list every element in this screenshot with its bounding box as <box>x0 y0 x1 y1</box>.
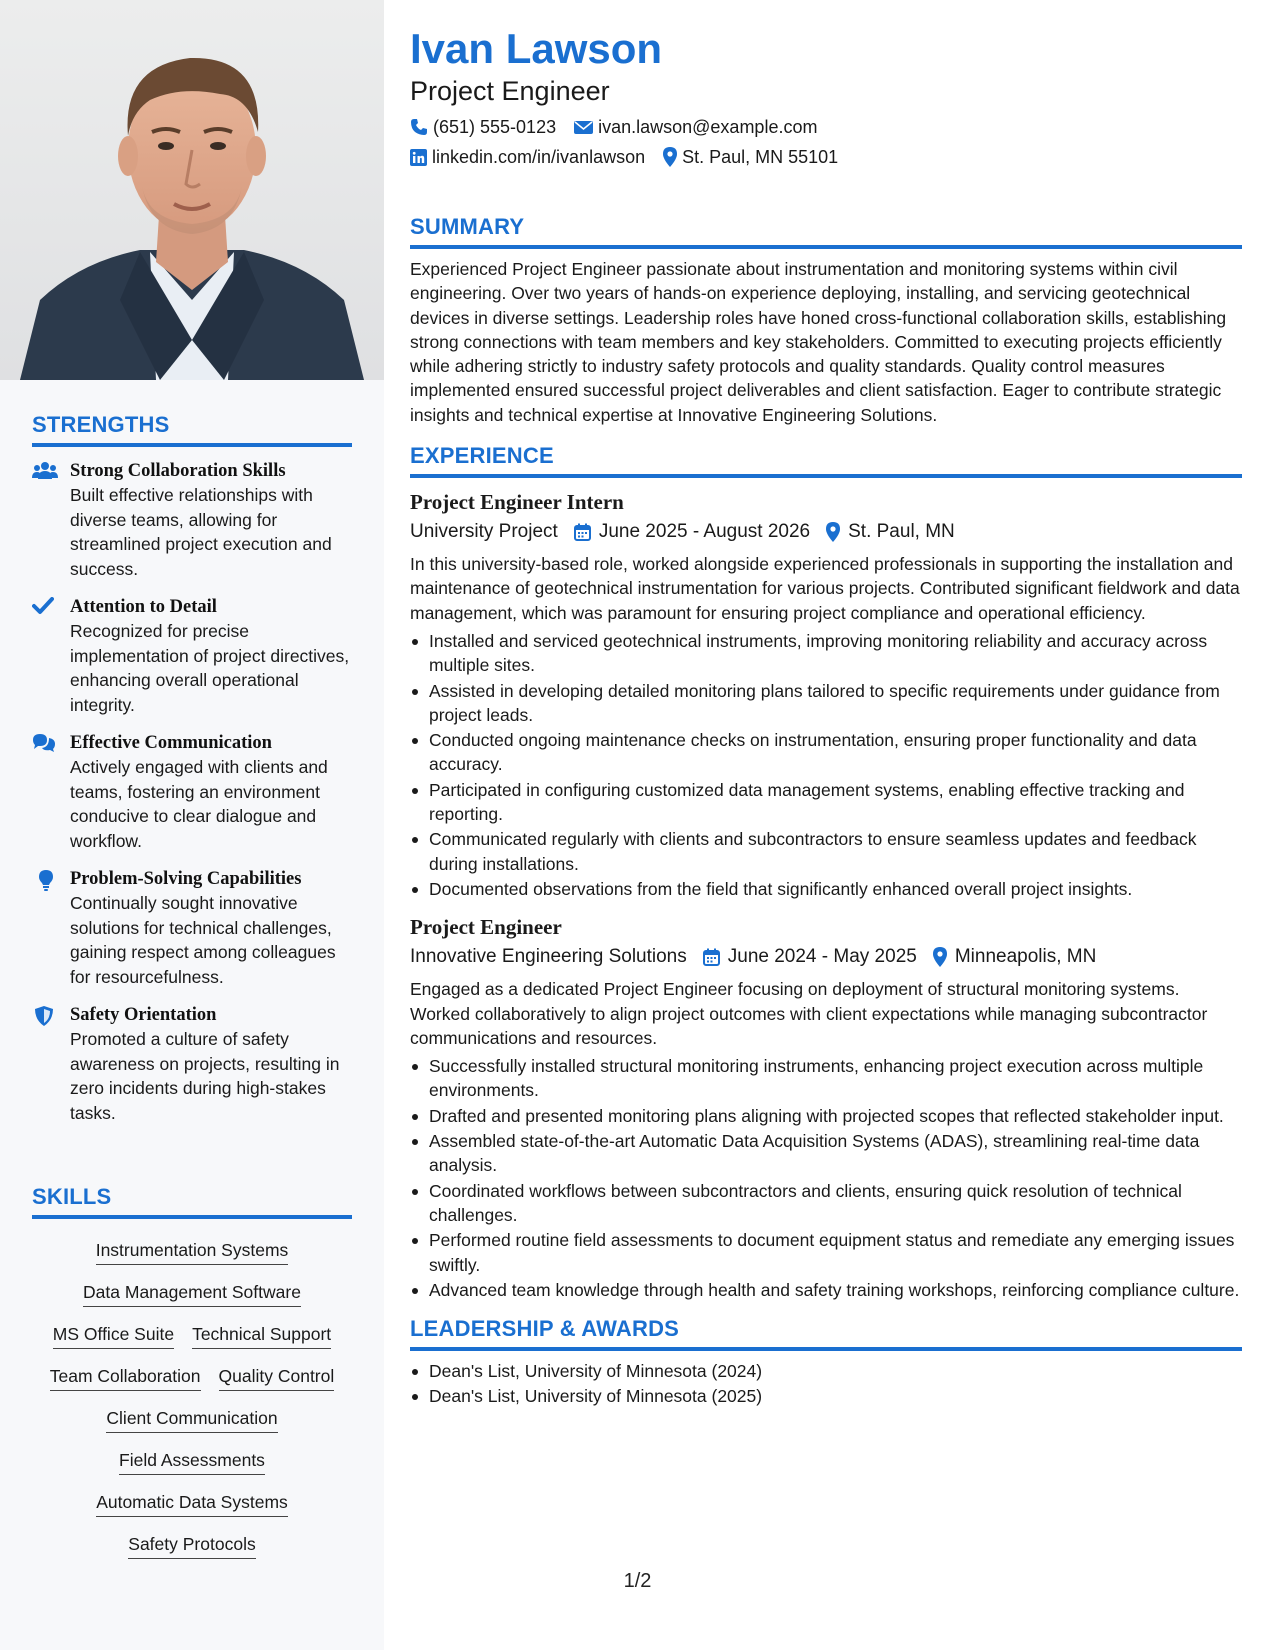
phone-text: (651) 555-0123 <box>433 117 557 137</box>
location-text: St. Paul, MN 55101 <box>682 147 839 167</box>
linkedin-text: linkedin.com/in/ivanlawson <box>432 147 646 167</box>
main-content <box>410 0 1242 1410</box>
job-entry <box>410 488 1242 901</box>
list-item: Successfully installed structural monitoring instruments, enhancing project execution across multiple environments. <box>410 1054 1242 1103</box>
linkedin-icon <box>410 149 427 166</box>
awards-divider <box>410 1347 1242 1351</box>
skill-tag: Client Communication <box>106 1406 277 1433</box>
calendar-icon <box>703 948 720 966</box>
job-meta <box>410 518 1242 546</box>
candidate-name: Ivan Lawson <box>410 25 663 72</box>
envelope-icon <box>574 120 593 135</box>
skill-list <box>32 1231 352 1567</box>
location-contact <box>663 144 838 170</box>
experience-divider <box>410 474 1242 478</box>
job-meta <box>410 943 1242 971</box>
strength-description: Built effective relationships with diverse teams, allowing for streamlined project execution and success. <box>70 485 332 579</box>
strength-title: Safety Orientation <box>70 1005 217 1025</box>
portrait-illustration <box>0 0 384 380</box>
experience-title: EXPERIENCE <box>410 443 554 469</box>
list-item: Advanced team knowledge through health and safety training workshops, reinforcing compliance culture. <box>410 1278 1242 1302</box>
profile-photo <box>0 0 384 380</box>
skill-tag: MS Office Suite <box>53 1322 174 1349</box>
strengths-title: STRENGTHS <box>32 412 170 437</box>
strength-title: Strong Collaboration Skills <box>70 461 286 481</box>
sidebar <box>0 0 384 1650</box>
summary-divider <box>410 245 1242 249</box>
candidate-role: Project Engineer <box>410 76 610 106</box>
skills-divider <box>32 1215 352 1219</box>
skill-tag: Instrumentation Systems <box>96 1238 289 1265</box>
list-item: Documented observations from the field that significantly enhanced overall project insights. <box>410 877 1242 901</box>
list-item: Participated in configuring customized data management systems, enabling effective tracking and reporting. <box>410 778 1242 827</box>
job-dates: June 2024 - May 2025 <box>727 946 917 968</box>
skill-tag: Quality Control <box>219 1364 335 1391</box>
list-item: Dean's List, University of Minnesota (2024) <box>410 1359 1242 1383</box>
job-bullets <box>410 1054 1242 1302</box>
skill-tag: Data Management Software <box>83 1280 301 1307</box>
linkedin-contact[interactable] <box>410 144 645 170</box>
strength-item <box>32 459 352 581</box>
strength-description: Recognized for precise implementation of project directives, enhancing overall operational integrity. <box>70 621 350 715</box>
job-dates: June 2025 - August 2026 <box>598 521 811 543</box>
skill-tag: Field Assessments <box>119 1448 265 1475</box>
strength-description: Continually sought innovative solutions for technical challenges, gaining respect among colleagues for resourcefulness. <box>70 893 336 987</box>
calendar-icon <box>574 523 591 541</box>
contact-row <box>410 114 1242 140</box>
summary-title: SUMMARY <box>410 214 525 239</box>
strength-title: Problem-Solving Capabilities <box>70 869 302 889</box>
strength-description: Actively engaged with clients and teams, fostering an environment conducive to clear dialogue and workflow. <box>70 757 328 851</box>
job-location: Minneapolis, MN <box>954 946 1097 968</box>
map-pin-icon <box>826 522 840 542</box>
awards-section <box>410 1316 1242 1409</box>
job-location: St. Paul, MN <box>848 521 955 543</box>
job-description: Engaged as a dedicated Project Engineer focusing on deployment of structural monitoring systems. Worked collaboratively to align project outcomes with client expectations while managing subcontractor communications and resources. <box>410 979 1208 1048</box>
job-company: University Project <box>410 521 558 543</box>
list-item: Coordinated workflows between subcontractors and clients, ensuring quick resolution of technical challenges. <box>410 1179 1242 1228</box>
strength-title: Effective Communication <box>70 733 272 753</box>
users-icon <box>32 459 70 581</box>
strengths-divider <box>32 443 352 447</box>
phone-contact[interactable] <box>410 114 556 140</box>
strengths-section <box>32 412 352 1125</box>
job-bullets <box>410 629 1242 901</box>
email-contact[interactable] <box>574 114 817 140</box>
skill-tag: Safety Protocols <box>128 1532 255 1559</box>
comments-icon <box>32 731 70 853</box>
list-item: Assisted in developing detailed monitoring plans tailored to specific requirements under guidance from project leads. <box>410 679 1242 728</box>
page-number: 1/2 <box>623 1570 652 1592</box>
contact-row <box>410 144 1242 170</box>
phone-icon <box>410 118 428 136</box>
strength-title: Attention to Detail <box>70 597 217 617</box>
email-text: ivan.lawson@example.com <box>598 117 818 137</box>
job-title: Project Engineer Intern <box>410 490 624 515</box>
skills-section <box>32 1184 352 1567</box>
strength-item <box>32 731 352 853</box>
awards-list <box>410 1359 1242 1409</box>
list-item: Drafted and presented monitoring plans aligning with projected scopes that reflected stakeholder input. <box>410 1104 1242 1128</box>
experience-section <box>410 443 1242 1302</box>
job-title: Project Engineer <box>410 915 562 940</box>
job-entry <box>410 913 1242 1302</box>
job-description: In this university-based role, worked alongside experienced professionals in supporting the installation and maintenance of geotechnical instrumentation for various projects. Contributed significant fieldwork and data management, which was paramount for ensuring project compliance and operational efficiency. <box>410 554 1240 623</box>
shield-icon <box>32 1003 70 1125</box>
list-item: Performed routine field assessments to document equipment status and remediate any emerging issues swiftly. <box>410 1228 1242 1277</box>
list-item: Communicated regularly with clients and subcontractors to ensure seamless updates and feedback during installations. <box>410 827 1242 876</box>
check-icon <box>32 595 70 717</box>
skills-title: SKILLS <box>32 1184 112 1209</box>
list-item: Installed and serviced geotechnical instruments, improving monitoring reliability and accuracy across multiple sites. <box>410 629 1242 678</box>
strength-description: Promoted a culture of safety awareness on projects, resulting in zero incidents during high-stakes tasks. <box>70 1029 340 1123</box>
skill-tag: Automatic Data Systems <box>96 1490 288 1517</box>
skill-tag: Technical Support <box>192 1322 331 1349</box>
list-item: Conducted ongoing maintenance checks on instrumentation, ensuring proper functionality and data accuracy. <box>410 728 1242 777</box>
awards-title: LEADERSHIP & AWARDS <box>410 1316 680 1342</box>
skill-tag: Team Collaboration <box>50 1364 201 1391</box>
summary-text: Experienced Project Engineer passionate about instrumentation and monitoring systems within civil engineering. Over two years of hands-on experience deploying, installing, and servicing geotechnical devices in diverse settings. Leadership roles have honed cross-functional collaboration skills, establishing strong connections with team members and key stakeholders. Committed to executing projects efficiently while adhering strictly to industry safety protocols and quality standards. Quality control measures implemented ensured successful project deliverables and client satisfaction. Eager to contribute strategic insights and technical expertise at Innovative Engineering Solutions. <box>410 259 1227 425</box>
list-item: Dean's List, University of Minnesota (2025) <box>410 1384 1242 1408</box>
strength-item <box>32 595 352 717</box>
map-pin-icon <box>933 947 947 967</box>
list-item: Assembled state-of-the-art Automatic Data Acquisition Systems (ADAS), streamlining real-time data analysis. <box>410 1129 1242 1178</box>
lightbulb-icon <box>32 867 70 989</box>
job-company: Innovative Engineering Solutions <box>410 946 687 968</box>
summary-section <box>410 214 1242 427</box>
strength-item <box>32 867 352 989</box>
map-pin-icon <box>663 147 677 167</box>
strength-item <box>32 1003 352 1125</box>
